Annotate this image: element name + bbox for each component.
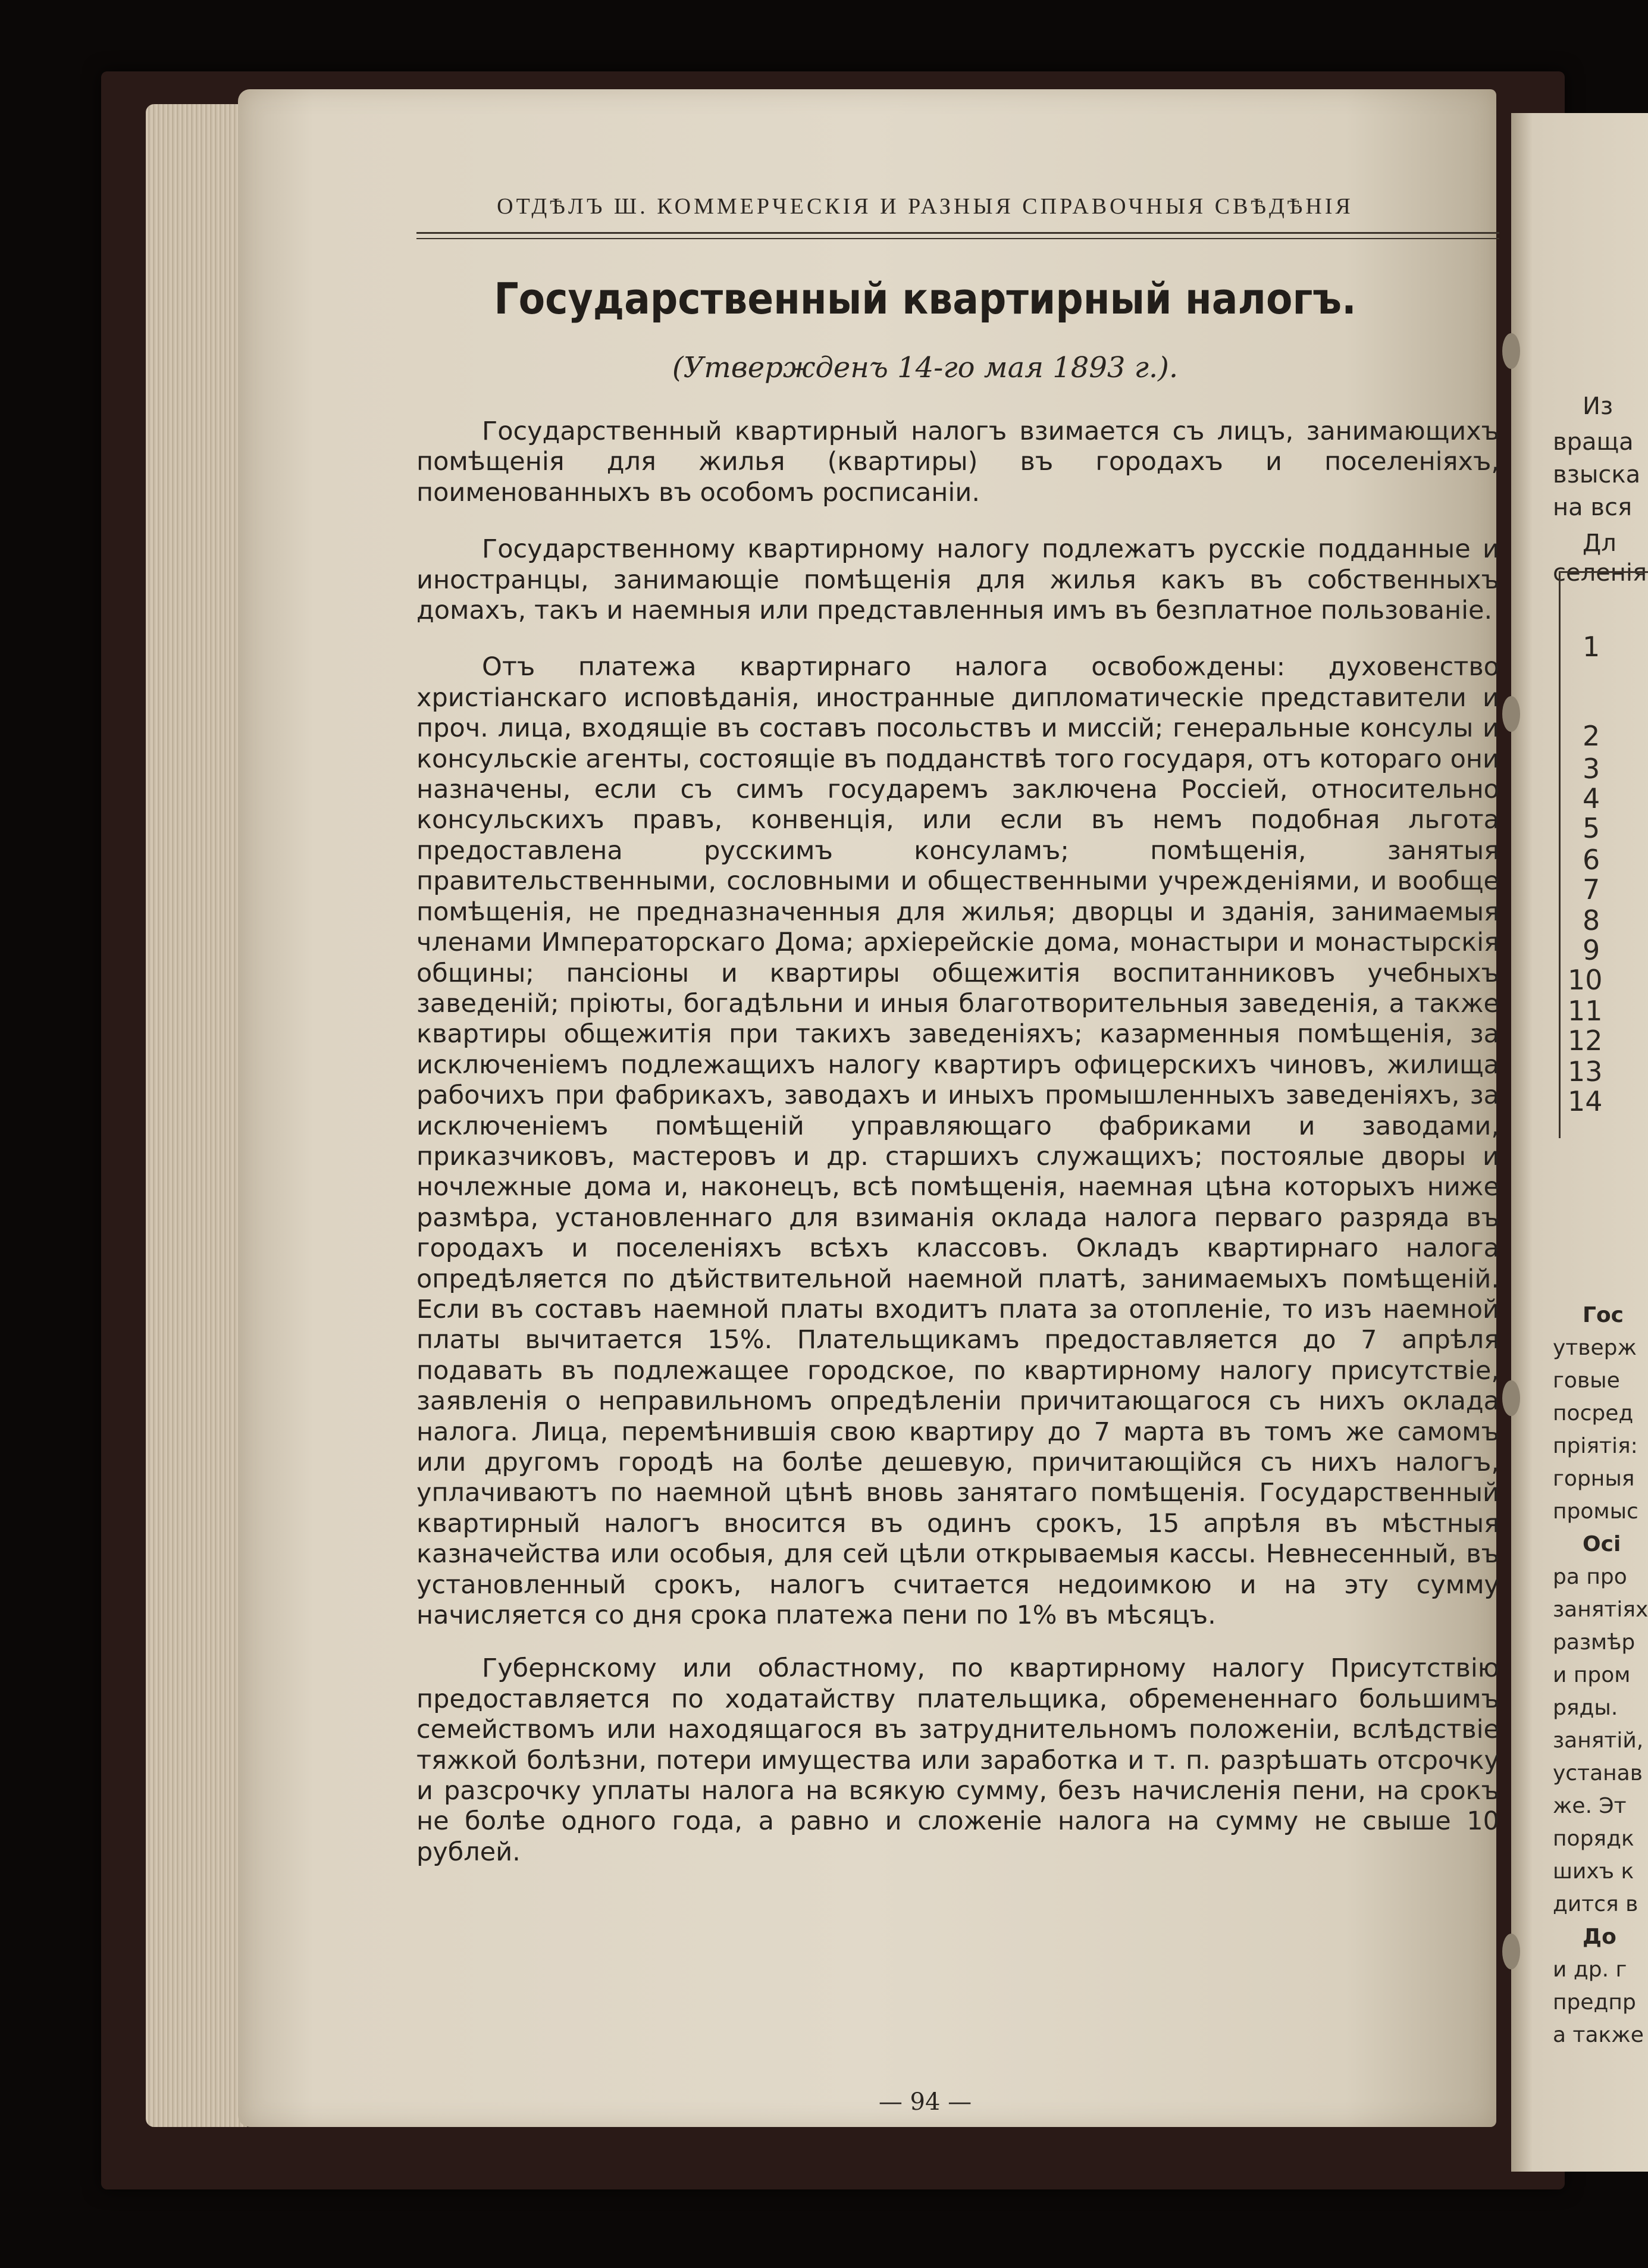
facing-page-line: горныя: [1553, 1467, 1635, 1491]
facing-page-line: говые: [1553, 1368, 1620, 1393]
page-number: — 94 —: [878, 2088, 972, 2116]
book-page: [238, 89, 1499, 2127]
facing-table-number: 10: [1568, 964, 1603, 996]
page-edges: [146, 104, 247, 2127]
facing-page-line: же. Эт: [1553, 1794, 1627, 1818]
facing-page: [1511, 113, 1648, 2172]
facing-table-number: 4: [1583, 782, 1600, 815]
facing-page-line: занятіях: [1553, 1597, 1648, 1622]
facing-page-line: размѣр: [1553, 1630, 1636, 1655]
article-body: [416, 416, 1499, 1894]
facing-page-line: враща: [1553, 428, 1634, 456]
facing-page-line: на вся: [1553, 494, 1633, 521]
facing-page-line: взыска: [1553, 461, 1641, 488]
paragraph-3: Отъ платежа квартирнаго налога освобождены: духовенство христіанскаго исповѣданія, иностранные дипломатическіе представители и проч. лица, входящіе въ составъ посольствъ и миссій; генеральные консулы и консульскіе агенты, состоящіе въ подданствѣ того государя, отъ котораго они назначены, если съ симъ государемъ заключена Россіей, относительно консульскихъ правъ, конвенція, или если въ немъ подобная льгота предоставлена русскимъ консуламъ; помѣщенія, занятыя правительственными, сословными и общественными учрежденіями, и вообще помѣщенія, не предназначенныя для жилья; дворцы и зданія, занимаемыя членами Императорскаго Дома; архіерейскіе дома, монастыри и монастырскія общины; пансіоны и квартиры общежитія воспитанниковъ учебныхъ заведеній; пріюты, богадѣльни и иныя благотворительныя заведенія, а также квартиры общежитія при такихъ заведеніяхъ; казарменныя помѣщенія, за исключеніемъ подлежащихъ налогу квартиръ офицерскихъ чиновъ, жилища рабочихъ при фабрикахъ, заводахъ и иныхъ промышленныхъ заведеніяхъ, за исключеніемъ помѣщеній управляющаго фабриками и заводами, приказчиковъ, мастеровъ и др. старшихъ служащихъ; постоялые дворы и ночлежные дома и, наконецъ, всѣ помѣщенія, наемная цѣна которыхъ ниже размѣра, установленнаго для взиманія оклада налога перваго разряда въ городахъ и поселеніяхъ всѣхъ классовъ. Окладъ квартирнаго налога опредѣляется по дѣйствительной наемной платѣ, занимаемыхъ помѣщеній. Если въ составъ наемной платы входитъ плата за отопленіе, то изъ наемной платы вычитается 15%. Плательщикамъ предоставляется до 7 апрѣля подавать въ подлежащее городское, по квартирному налогу присутствіе, заявленія о неправильномъ опредѣленіи причитающагося съ нихъ оклада налога. Лица, перемѣнившія свою квартиру до 7 марта въ томъ же самомъ или другомъ городѣ на болѣе дешевую, причитающійся съ нихъ налогъ, уплачиваютъ по наемной цѣнѣ вновь занятаго помѣщенія. Государственный квартирный налогъ вносится въ одинъ срокъ, 15 апрѣля въ мѣстныя казначейства или особыя, для сей цѣли открываемыя кассы. Невнесенный, въ установленный срокъ, налогъ считается недоимкою и на эту сумму начисляется со дня срока платежа пени по 1% въ мѣсяцъ.: [416, 652, 1499, 1631]
section-header: ОТДѢЛЪ Ш. КОММЕРЧЕСКІЯ И РАЗНЫЯ СПРАВОЧНЫЯ СВѢДѢНІЯ: [497, 194, 1354, 219]
binding-clip: [1502, 333, 1520, 369]
facing-table-number: 6: [1583, 844, 1600, 876]
facing-page-line: дится в: [1553, 1892, 1638, 1916]
facing-table-number: 5: [1583, 812, 1600, 844]
facing-page-line: ряды.: [1553, 1696, 1618, 1720]
facing-page-line: а также: [1553, 2023, 1644, 2047]
facing-page-line: пріятія:: [1553, 1434, 1638, 1458]
facing-table-number: 2: [1583, 720, 1600, 752]
facing-page-line: промыс: [1553, 1499, 1638, 1524]
article-title: Государственный квартирный налогъ.: [494, 274, 1356, 324]
facing-table-number: 12: [1568, 1025, 1603, 1057]
facing-page-line: селенія: [1553, 559, 1647, 587]
facing-page-line: и др. г: [1553, 1957, 1627, 1982]
binding-clip: [1502, 1934, 1520, 1969]
binding-clip: [1502, 696, 1520, 732]
facing-table-number: 13: [1568, 1055, 1603, 1088]
facing-page-line: и пром: [1553, 1663, 1631, 1687]
facing-page-line: устанав: [1553, 1761, 1643, 1785]
binding-clip: [1502, 1380, 1520, 1416]
paragraph-1: Государственный квартирный налогъ взимается съ лицъ, занимающихъ помѣщенія для жилья (квартиры) въ городахъ и поселеніяхъ, поименованныхъ въ особомъ росписаніи.: [416, 416, 1499, 508]
article-subtitle: (Утвержденъ 14-го мая 1893 г.).: [672, 351, 1179, 384]
facing-table-number: 14: [1568, 1085, 1603, 1117]
facing-page-line: Осі: [1583, 1532, 1621, 1556]
paragraph-2: Государственному квартирному налогу подлежатъ русскіе подданные и иностранцы, занимающіе помѣщенія для жилья какъ въ собственныхъ домахъ, такъ и наемныя или представленныя имъ въ безплатное пользованіе.: [416, 534, 1499, 626]
facing-table-number: 7: [1583, 873, 1600, 906]
facing-page-line: Из: [1583, 393, 1613, 420]
facing-page-line: Гос: [1583, 1303, 1624, 1327]
facing-table-number: 3: [1583, 753, 1600, 785]
facing-page-line: занятій,: [1553, 1728, 1644, 1753]
facing-table-number: 8: [1583, 904, 1600, 936]
paragraph-4: Губернскому или областному, по квартирному налогу Присутствію предоставляется по ходатайству плательщика, обремененнаго большимъ семействомъ или находящагося въ затруднительномъ положеніи, вслѣдствіе тяжкой болѣзни, потери имущества или заработка и т. п. разрѣшать отсрочку и разсрочку уплаты налога на всякую сумму, безъ начисленія пени, на срокъ не болѣе одного года, а равно и сложеніе налога на сумму не свыше 10 рублей.: [416, 1653, 1499, 1867]
facing-page-line: утверж: [1553, 1336, 1637, 1360]
facing-table-number: 9: [1583, 934, 1600, 966]
facing-page-line: порядк: [1553, 1827, 1634, 1851]
header-rule-secondary: [416, 238, 1499, 239]
facing-page-line: Дл: [1583, 530, 1616, 557]
header-rule: [416, 232, 1499, 234]
facing-table-number: 11: [1568, 995, 1603, 1027]
facing-page-line: До: [1583, 1925, 1616, 1949]
facing-page-line: шихъ к: [1553, 1859, 1634, 1884]
facing-page-line: ра про: [1553, 1565, 1627, 1589]
facing-table-number: 1: [1583, 631, 1600, 663]
facing-page-line: посред: [1553, 1401, 1634, 1426]
facing-page-line: предпр: [1553, 1990, 1636, 2015]
